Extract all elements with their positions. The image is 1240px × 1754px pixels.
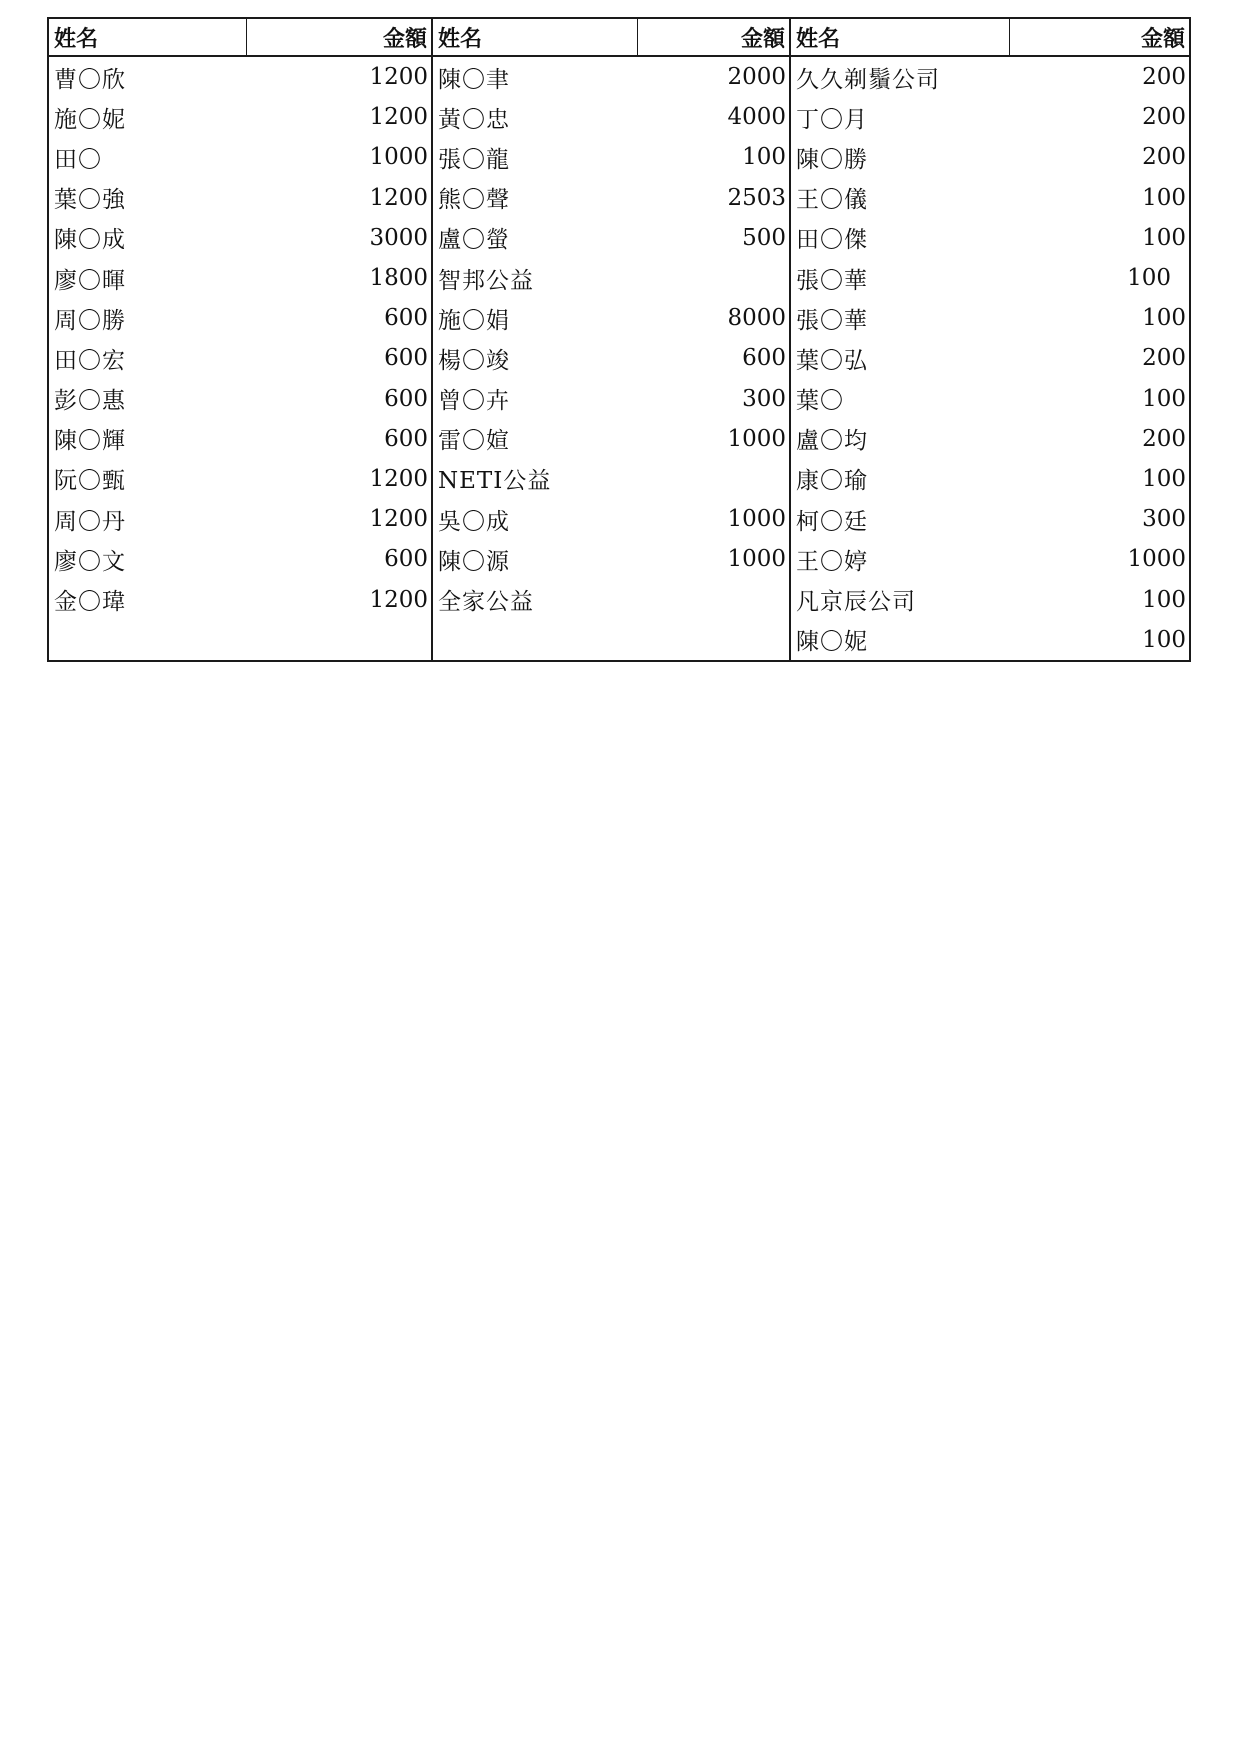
donation-table xyxy=(47,17,1191,662)
donation-amount: 100 xyxy=(1127,265,1171,292)
donation-amount: 1000 xyxy=(369,144,428,171)
table-row xyxy=(49,419,431,459)
donation-amount: 4000 xyxy=(727,104,786,131)
donation-amount: 600 xyxy=(384,425,428,452)
table-row xyxy=(791,579,1189,619)
table-row xyxy=(791,298,1189,338)
table-column-1 xyxy=(49,19,431,660)
table-row xyxy=(49,539,431,579)
donation-amount: 1200 xyxy=(369,104,428,131)
column-header xyxy=(433,19,789,57)
donor-name: 陳〇聿 xyxy=(438,66,510,93)
table-row xyxy=(49,137,431,177)
donor-name: 葉〇弘 xyxy=(796,347,868,374)
donation-amount: 600 xyxy=(384,305,428,332)
table-row xyxy=(791,57,1189,97)
donor-name: 田〇 xyxy=(54,146,102,173)
donor-name: 廖〇文 xyxy=(54,548,126,575)
table-row xyxy=(433,499,789,539)
donor-name: 吳〇成 xyxy=(438,508,510,535)
table-row xyxy=(49,620,431,660)
table-row xyxy=(49,579,431,619)
donation-amount: 100 xyxy=(1142,465,1186,492)
donation-amount: 100 xyxy=(1142,586,1186,613)
table-column-2 xyxy=(431,19,789,660)
donor-name: 金〇瑋 xyxy=(54,589,126,616)
donor-name: 田〇傑 xyxy=(796,227,868,254)
donation-amount: 2503 xyxy=(727,184,786,211)
table-row xyxy=(49,338,431,378)
donation-amount: 100 xyxy=(1142,305,1186,332)
donor-name: 廖〇暉 xyxy=(54,267,126,294)
donation-amount: 1000 xyxy=(1127,546,1186,573)
donor-name: 田〇宏 xyxy=(54,347,126,374)
donor-name: 陳〇勝 xyxy=(796,146,868,173)
table-row xyxy=(49,298,431,338)
table-row xyxy=(791,218,1189,258)
donor-name: 久久剃鬚公司 xyxy=(796,66,940,93)
table-row xyxy=(433,218,789,258)
donor-name: NETI公益 xyxy=(438,468,552,495)
donation-amount: 300 xyxy=(1142,506,1186,533)
donor-name: 全家公益 xyxy=(438,589,534,616)
table-row xyxy=(433,419,789,459)
table-row xyxy=(433,97,789,137)
donor-name: 盧〇螢 xyxy=(438,227,510,254)
donation-amount: 600 xyxy=(384,345,428,372)
donation-amount: 600 xyxy=(742,345,786,372)
donation-amount: 1200 xyxy=(369,184,428,211)
donor-name: 黃〇忠 xyxy=(438,106,510,133)
donation-amount: 600 xyxy=(384,546,428,573)
donation-amount: 1000 xyxy=(727,546,786,573)
table-row xyxy=(791,379,1189,419)
donor-name: 陳〇成 xyxy=(54,227,126,254)
table-row xyxy=(791,338,1189,378)
donor-name: 陳〇輝 xyxy=(54,428,126,455)
donation-amount: 2000 xyxy=(727,64,786,91)
donation-amount: 200 xyxy=(1142,345,1186,372)
donor-name: 葉〇 xyxy=(796,388,844,415)
donation-amount: 100 xyxy=(1142,224,1186,251)
donation-amount: 100 xyxy=(1142,626,1186,653)
donation-amount: 8000 xyxy=(727,305,786,332)
amount-header: 金額 xyxy=(1140,25,1185,52)
table-row xyxy=(49,97,431,137)
donor-name: 阮〇甄 xyxy=(54,468,126,495)
donation-amount: 1200 xyxy=(369,64,428,91)
table-column-3 xyxy=(789,19,1189,660)
donor-name: 張〇龍 xyxy=(438,146,510,173)
donation-amount: 100 xyxy=(742,144,786,171)
donation-amount: 1800 xyxy=(369,265,428,292)
table-row xyxy=(433,379,789,419)
table-row xyxy=(433,258,789,298)
donor-name: 張〇華 xyxy=(796,307,868,334)
table-row xyxy=(791,97,1189,137)
donation-amount: 200 xyxy=(1142,64,1186,91)
table-row xyxy=(433,298,789,338)
donor-name: 雷〇媗 xyxy=(438,428,510,455)
donor-name: 周〇丹 xyxy=(54,508,126,535)
table-row xyxy=(49,499,431,539)
donor-name: 葉〇強 xyxy=(54,187,126,214)
donor-name: 曾〇卉 xyxy=(438,388,510,415)
donation-amount: 200 xyxy=(1142,104,1186,131)
table-row xyxy=(49,178,431,218)
donor-name: 施〇妮 xyxy=(54,106,126,133)
donor-name: 凡京辰公司 xyxy=(796,589,916,616)
table-row xyxy=(433,57,789,97)
donation-amount: 1000 xyxy=(727,425,786,452)
amount-header: 金額 xyxy=(740,25,785,52)
name-header: 姓名 xyxy=(49,19,247,55)
column-header xyxy=(49,19,431,57)
name-header: 姓名 xyxy=(433,19,638,55)
table-row xyxy=(791,137,1189,177)
table-row xyxy=(791,459,1189,499)
table-row xyxy=(49,57,431,97)
donation-amount: 1000 xyxy=(727,506,786,533)
amount-header: 金額 xyxy=(382,25,427,52)
donor-name: 柯〇廷 xyxy=(796,508,868,535)
donation-amount: 200 xyxy=(1142,425,1186,452)
donor-name: 陳〇源 xyxy=(438,548,510,575)
table-row xyxy=(433,579,789,619)
donor-name: 熊〇聲 xyxy=(438,187,510,214)
donor-name: 王〇儀 xyxy=(796,187,868,214)
donor-name: 周〇勝 xyxy=(54,307,126,334)
donation-amount: 100 xyxy=(1142,184,1186,211)
donor-name: 張〇華 xyxy=(796,267,868,294)
donor-name: 丁〇月 xyxy=(796,106,868,133)
donor-name: 王〇婷 xyxy=(796,548,868,575)
table-row xyxy=(433,459,789,499)
donor-name: 楊〇竣 xyxy=(438,347,510,374)
donation-amount: 300 xyxy=(742,385,786,412)
table-row xyxy=(433,620,789,660)
donor-name: 曹〇欣 xyxy=(54,66,126,93)
donor-name: 陳〇妮 xyxy=(796,629,868,656)
table-row xyxy=(433,178,789,218)
column-header xyxy=(791,19,1189,57)
table-row xyxy=(791,539,1189,579)
table-row xyxy=(49,379,431,419)
donation-amount: 500 xyxy=(742,224,786,251)
table-row xyxy=(49,258,431,298)
name-header: 姓名 xyxy=(791,19,1010,55)
table-row xyxy=(49,459,431,499)
table-row xyxy=(791,258,1189,298)
table-row xyxy=(791,178,1189,218)
donor-name: 彭〇惠 xyxy=(54,388,126,415)
donation-amount: 200 xyxy=(1142,144,1186,171)
donor-name: 康〇瑜 xyxy=(796,468,868,495)
donor-name: 盧〇均 xyxy=(796,428,868,455)
donation-amount: 1200 xyxy=(369,586,428,613)
table-row xyxy=(791,419,1189,459)
donation-amount: 600 xyxy=(384,385,428,412)
donation-amount: 1200 xyxy=(369,506,428,533)
table-row xyxy=(791,620,1189,660)
table-row xyxy=(433,137,789,177)
donation-amount: 3000 xyxy=(369,224,428,251)
donation-amount: 1200 xyxy=(369,465,428,492)
table-row xyxy=(433,539,789,579)
table-row xyxy=(433,338,789,378)
table-row xyxy=(791,499,1189,539)
table-row xyxy=(49,218,431,258)
donation-amount: 100 xyxy=(1142,385,1186,412)
donor-name: 智邦公益 xyxy=(438,267,534,294)
donor-name: 施〇娟 xyxy=(438,307,510,334)
